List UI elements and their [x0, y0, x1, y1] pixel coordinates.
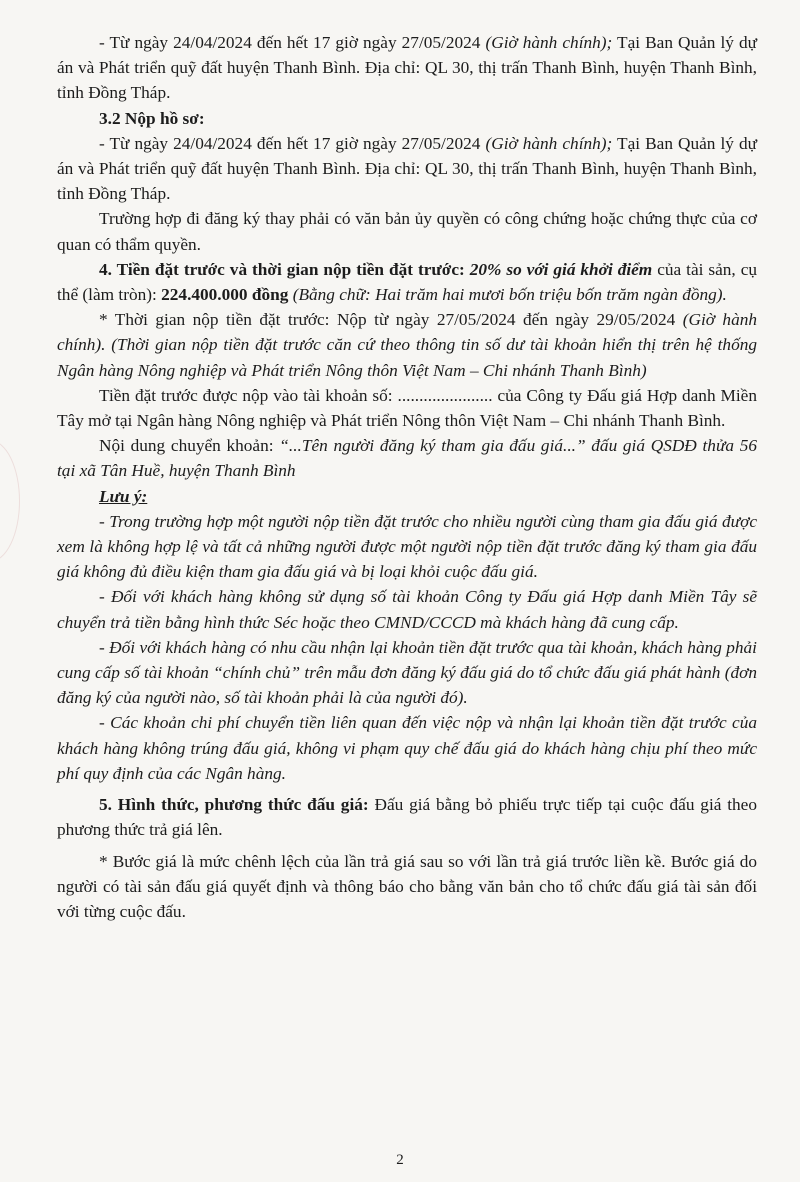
text-run: Tại Ban Quản lý dự án và Phát triển quỹ đất huyện Thanh Bình. Địa chỉ: QL 30, thị trấn Thanh Bình, huyện Thanh Bình, tỉnh Đồng Tháp. [57, 133, 757, 204]
text-run: Đấu giá bằng bỏ phiếu trực tiếp tại cuộc đấu giá theo phương thức trả giá lên. [57, 795, 757, 840]
text-run: - Trong trường hợp một người nộp tiền đặt trước cho nhiều người cùng tham gia đấu giá được xem là không hợp lệ và tất cả những người được một người nộp tiền đặt trước đăng ký tham gia đấu giá không đủ điều kiện tham gia đấu giá và bị loại khỏi cuộc đấu giá. [57, 511, 757, 582]
text-run: 4. Tiền đặt trước và thời gian nộp tiền đặt trước: [99, 259, 470, 279]
text-run: 224.400.000 đồng [161, 285, 289, 305]
note-item [57, 635, 757, 711]
text-run: * Thời gian nộp tiền đặt trước: Nộp từ ngày 27/05/2024 đến ngày 29/05/2024 [99, 310, 683, 330]
note-item [57, 710, 757, 786]
note-heading [57, 484, 757, 509]
page-number: 2 [396, 1152, 404, 1168]
text-run: “...Tên người đăng ký tham gia đấu giá...” đấu giá QSDĐ thửa 56 tại xã Tân Huề, huyện Thanh Bình [57, 436, 757, 481]
text-run: * Bước giá là mức chênh lệch của lần trả giá sau so với lần trả giá trước liền kề. Bước giá do người có tài sản đấu giá quyết định và thông báo cho bằng văn bản cho tổ chức đấu giá tài sản đối với từng cuộc đấu. [57, 851, 757, 921]
text-run: (Bằng chữ: Hai trăm hai mươi bốn triệu bốn trăm ngàn đồng). [292, 285, 727, 305]
text-run: - Đối với khách hàng không sử dụng số tài khoản Công ty Đấu giá Hợp danh Miền Tây sẽ chuyển trả tiền bằng hình thức Séc hoặc theo CMND/CCCD mà khách hàng đã cung cấp. [57, 587, 757, 632]
text-run: Tại Ban Quản lý dự án và Phát triển quỹ đất huyện Thanh Bình. Địa chỉ: QL 30, thị trấn Thanh Bình, huyện Thanh Bình, tỉnh Đồng Tháp. [57, 33, 757, 103]
text-run: (Giờ hành chính). (Thời gian nộp tiền đặt trước căn cứ theo thông tin số dư tài khoản hiển thị trên hệ thống Ngân hàng Nông nghiệp và Phát triển Nông thôn Việt Nam – Chi nhánh Thanh Bình) [57, 310, 757, 380]
text-run: Tiền đặt trước được nộp vào tài khoản số: ...................... của Công ty Đấu giá Hợp danh Miền Tây mở tại Ngân hàng Nông nghiệp và Phát triển Nông thôn Việt Nam – Chi nhánh Thanh Bình. [57, 385, 757, 431]
deposit-account-paragraph [57, 383, 757, 433]
text-run: Nội dung chuyển khoản: [99, 436, 280, 456]
text-run: (Giờ hành chính); [485, 133, 613, 153]
text-run: - Từ ngày 24/04/2024 đến hết 17 giờ ngày 27/05/2024 [99, 33, 486, 52]
text-run: Lưu ý: [99, 486, 148, 506]
text-run: 20% so với giá khởi điểm [469, 259, 653, 279]
note-item [57, 584, 757, 634]
section-5-heading [57, 792, 757, 842]
section-3-2-heading [57, 106, 757, 131]
deposit-time-paragraph [57, 307, 757, 383]
text-run: 5. Hình thức, phương thức đấu giá: [99, 795, 369, 815]
document-body [57, 30, 757, 924]
text-run: Trường hợp đi đăng ký thay phải có văn bản ủy quyền có công chứng hoặc chứng thực của cơ quan có thẩm quyền. [57, 209, 757, 254]
stamp-mark [0, 440, 20, 562]
text-run: (Giờ hành chính); [485, 33, 613, 52]
text-run: 3.2 Nộp hồ sơ: [99, 108, 205, 128]
text-run: - Các khoản chi phí chuyển tiền liên quan đến việc nộp và nhận lại khoản tiền đặt trước của khách hàng không trúng đấu giá, không vi phạm quy chế đấu giá do khách hàng chịu phí theo mức phí quy định của các Ngân hàng. [57, 713, 757, 783]
bid-step-paragraph [57, 849, 757, 925]
authorization-paragraph [57, 206, 757, 256]
note-item [57, 509, 757, 585]
transfer-content-paragraph [57, 433, 757, 483]
section-4-heading [57, 257, 757, 307]
auction-time-paragraph [57, 30, 757, 106]
submission-time-paragraph [57, 131, 757, 207]
text-run: - Từ ngày 24/04/2024 đến hết 17 giờ ngày 27/05/2024 [99, 133, 486, 153]
text-run: của tài sản, cụ thể (làm tròn): [57, 259, 758, 305]
text-run: - Đối với khách hàng có nhu cầu nhận lại khoản tiền đặt trước qua tài khoản, khách hàng phải cung cấp số tài khoản “chính chủ” trên mẫu đơn đăng ký đấu giá do tổ chức đấu giá phát hành (đơn đăng ký của người nào, số tài khoản phải là của người đó). [57, 637, 757, 708]
